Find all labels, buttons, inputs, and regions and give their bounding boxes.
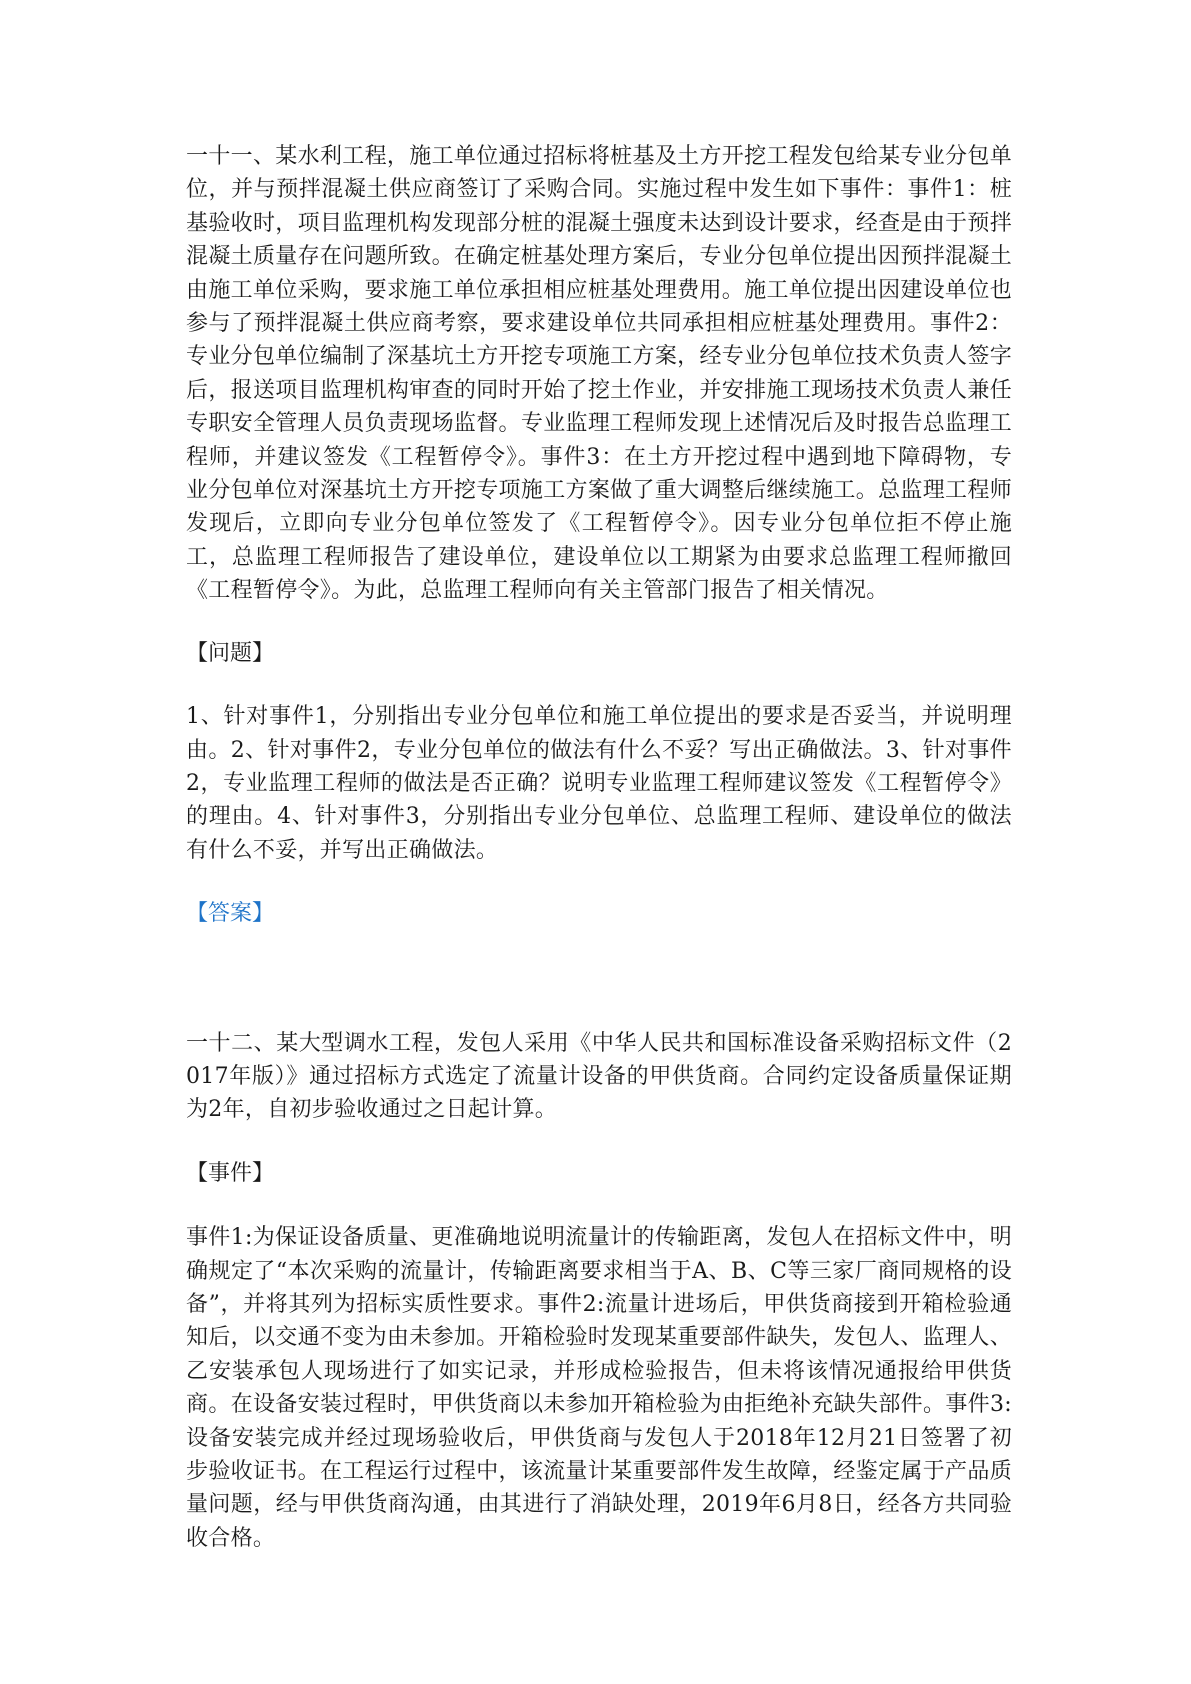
question-11-questions: 1、针对事件1，分别指出专业分包单位和施工单位提出的要求是否妥当，并说明理由。2、针对事件2，专业分包单位的做法有什么不妥？写出正确做法。3、针对事件2，专业监理工程师的做法是否正确？说明专业监理工程师建议签发《工程暂停令》的理由。4、针对事件3，分别指出专业分包单位、总监理工程师、建设单位的做法有什么不妥，并写出正确做法。 (186, 704, 1012, 863)
question-12-body: 一十二、某大型调水工程，发包人采用《中华人民共和国标准设备采购招标文件（2017年版）》通过招标方式选定了流量计设备的甲供货商。合同约定设备质量保证期为2年，自初步验收通过之日起计算。 (186, 1030, 1012, 1123)
question-11-body: 一十一、某水利工程，施工单位通过招标将桩基及土方开挖工程发包给某专业分包单位，并与预拌混凝土供应商签订了采购合同。实施过程中发生如下事件：事件1：桩基验收时，项目监理机构发现部分桩的混凝土强度未达到设计要求，经查是由于预拌混凝土质量存在问题所致。在确定桩基处理方案后，专业分包单位提出因预拌混凝土由施工单位采购，要求施工单位承担相应桩基处理费用。施工单位提出因建设单位也参与了预拌混凝土供应商考察，要求建设单位共同承担相应桩基处理费用。事件2：专业分包单位编制了深基坑土方开挖专项施工方案，经专业分包单位技术负责人签字后，报送项目监理机构审查的同时开始了挖土作业，并安排施工现场技术负责人兼任专职安全管理人员负责现场监督。专业监理工程师发现上述情况后及时报告总监理工程师，并建议签发《工程暂停令》。事件3：在土方开挖过程中遇到地下障碍物，专业分包单位对深基坑土方开挖专项施工方案做了重大调整后继续施工。总监理工程师发现后，立即向专业分包单位签发了《工程暂停令》。因专业分包单位拒不停止施工，总监理工程师报告了建设单位，建设单位以工期紧为由要求总监理工程师撤回《工程暂停令》。为此，总监理工程师向有关主管部门报告了相关情况。 (186, 144, 1012, 604)
question-heading: 【问题】 (186, 640, 275, 666)
document-page (186, 140, 1012, 1555)
event-heading: 【事件】 (186, 1160, 275, 1186)
answer-heading: 【答案】 (186, 901, 275, 927)
question-12-events: 事件1:为保证设备质量、更准确地说明流量计的传输距离，发包人在招标文件中，明确规定了“本次采购的流量计，传输距离要求相当于A、B、C等三家厂商同规格的设备”，并将其列为招标实质性要求。事件2:流量计进场后，甲供货商接到开箱检验通知后，以交通不变为由未参加。开箱检验时发现某重要部件缺失，发包人、监理人、乙安装承包人现场进行了如实记录，并形成检验报告，但未将该情况通报给甲供货商。在设备安装过程时，甲供货商以未参加开箱检验为由拒绝补充缺失部件。事件3:设备安装完成并经过现场验收后，甲供货商与发包人于2018年12月21日签署了初步验收证书。在工程运行过程中，该流量计某重要部件发生故障，经鉴定属于产品质量问题，经与甲供货商沟通，由其进行了消缺处理，2019年6月8日，经各方共同验收合格。 (186, 1225, 1012, 1551)
